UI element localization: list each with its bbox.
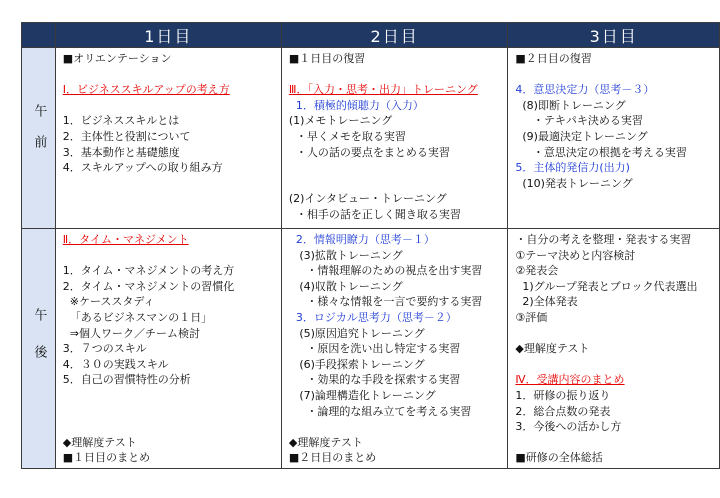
header-row: [22, 23, 720, 48]
cell-line: 5．自己の習慣特性の分析: [62, 373, 191, 387]
cell-line: (2)インタビュー・トレーニング: [288, 192, 447, 206]
cell-line: [63, 98, 281, 114]
cell-line: 1．積極的傾聴力（入力）: [288, 98, 424, 112]
cell-line: 4．意思決定力（思考－３）: [515, 83, 655, 97]
cell-line: (5)原因追究トレーニング: [288, 326, 425, 340]
cell-line: [515, 326, 719, 342]
cell-line: [63, 388, 281, 404]
cell-line: Ⅲ．「入力・思考・出力」トレーニング: [288, 83, 478, 97]
cell-line: ・効果的な手段を探索する実習: [288, 373, 461, 387]
cell-line: [63, 419, 281, 435]
row-label-afternoon: [22, 229, 56, 469]
cell-line: ■研修の全体総括: [515, 451, 603, 465]
cell-line: (4)収散トレーニング: [288, 279, 403, 293]
cell-line: Ⅱ．タイム・マネジメント: [62, 233, 189, 246]
cell-line: 4．３０の実践スキル: [62, 357, 169, 371]
schedule-table: [21, 22, 720, 469]
cell-day3-am: [508, 48, 720, 229]
cell-line: [515, 435, 719, 451]
cell-line: ・相手の話を正しく聞き取る実習: [288, 207, 461, 221]
cell-line: [289, 419, 508, 435]
row-label-morning: [22, 48, 56, 229]
cell-line: ③評価: [515, 310, 548, 324]
cell-line: [63, 248, 281, 264]
cell-line: 2．主体性と役割について: [62, 129, 191, 143]
cell-day1-am: [55, 48, 281, 229]
cell-line: Ⅰ．ビジネススキルアップの考え方: [62, 83, 230, 97]
cell-line: 2．情報明瞭力（思考－１）: [288, 233, 435, 246]
cell-line: [289, 160, 508, 176]
cell-line: 4．スキルアップへの取り組み方: [62, 161, 223, 175]
cell-line: (6)手段探索トレーニング: [288, 357, 425, 371]
cell-line: 1．研修の振り返り: [515, 388, 611, 402]
cell-line: ・原因を洗い出し特定する実習: [288, 342, 461, 356]
cell-line: ◆理解度テスト: [62, 435, 137, 449]
cell-line: ◆理解度テスト: [515, 342, 590, 356]
cell-line: [515, 357, 719, 373]
cell-line: ・人の話の要点をまとめる実習: [288, 145, 450, 159]
cell-line: 3．ロジカル思考力（思考－２）: [288, 310, 457, 324]
cell-line: ⇒個人ワーク／チーム検討: [62, 326, 200, 340]
cell-line: 5．主体的発信力(出力): [515, 161, 630, 175]
cell-line: 1)グループ発表とブロック代表選出: [515, 279, 698, 293]
cell-line: 2)全体発表: [515, 295, 578, 309]
cell-line: 「あるビジネスマンの１日」: [62, 310, 213, 324]
cell-line: ・テキパキ決める実習: [515, 114, 643, 128]
cell-line: (3)拡散トレーニング: [288, 248, 403, 262]
cell-line: (9)最適決定トレーニング: [515, 129, 648, 143]
cell-line: ■オリエンテーション: [62, 52, 172, 65]
cell-line: ・情報理解のための視点を出す実習: [288, 264, 483, 278]
cell-line: [63, 404, 281, 420]
day-header-1: 1日目: [55, 23, 281, 48]
cell-line: ■２日目のまとめ: [288, 451, 377, 465]
cell-line: (10)発表トレーニング: [515, 176, 633, 190]
cell-line: ・早くメモを取る実習: [288, 129, 406, 143]
cell-line: [515, 67, 719, 83]
cell-line: ■１日目のまとめ: [62, 451, 151, 465]
corner-cell: [22, 23, 56, 48]
cell-day2-pm: [281, 229, 508, 469]
row-afternoon: [22, 229, 720, 469]
cell-line: [63, 67, 281, 83]
cell-line: ・自分の考えを整理・発表する実習: [515, 233, 692, 246]
cell-line: (1)メモトレーニング: [288, 114, 393, 128]
day-header-2: 2日目: [281, 23, 508, 48]
row-label-afternoon-text: 午後: [31, 308, 47, 382]
cell-line: ◆理解度テスト: [288, 435, 363, 449]
cell-line: [289, 176, 508, 192]
cell-line: Ⅳ．受講内容のまとめ: [515, 373, 625, 387]
cell-line: ①テーマ決めと内容検討: [515, 248, 636, 262]
cell-line: 2．タイム・マネジメントの習慣化: [62, 279, 235, 293]
cell-line: ・意思決定の根拠を考える実習: [515, 145, 687, 159]
cell-line: 3．今後への活かし方: [515, 420, 622, 434]
cell-line: ②発表会: [515, 264, 559, 278]
cell-line: ■１日目の復習: [288, 52, 366, 65]
cell-line: 3．基本動作と基礎態度: [62, 145, 180, 159]
cell-line: (8)即断トレーニング: [515, 98, 626, 112]
cell-line: ・論理的な組み立てを考える実習: [288, 404, 472, 418]
cell-day1-pm: [55, 229, 281, 469]
cell-day3-pm: [508, 229, 720, 469]
cell-line: ■２日目の復習: [515, 52, 592, 65]
cell-line: (7)論理構造化トレーニング: [288, 388, 436, 402]
cell-line: 3．７つのスキル: [62, 342, 147, 356]
day-header-3: 3日目: [508, 23, 720, 48]
cell-line: 1．タイム・マネジメントの考え方: [62, 264, 235, 278]
cell-line: [289, 67, 508, 83]
cell-line: 2．総合点数の発表: [515, 404, 611, 418]
cell-line: ・様々な情報を一言で要約する実習: [288, 295, 483, 309]
row-label-morning-text: 午前: [31, 103, 47, 166]
cell-line: 1．ビジネススキルとは: [62, 114, 180, 128]
row-morning: [22, 48, 720, 229]
cell-line: ※ケーススタディ: [62, 295, 155, 309]
cell-day2-am: [281, 48, 508, 229]
